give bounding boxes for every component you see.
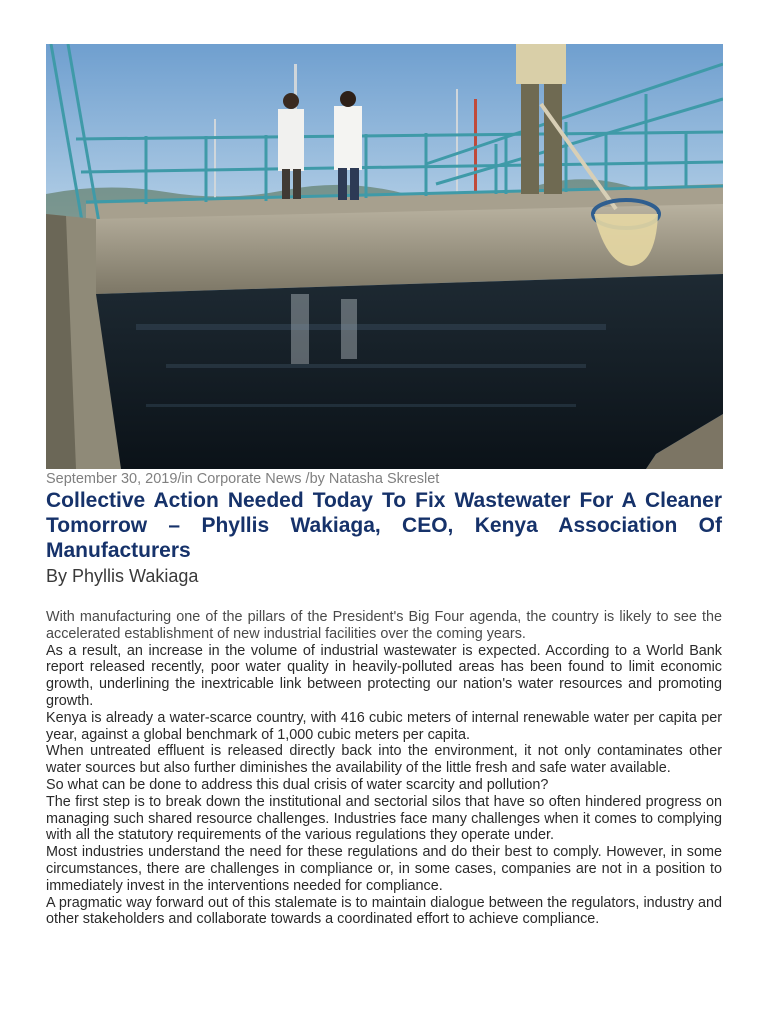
article-paragraph: The first step is to break down the institutional and sectorial silos that have so often hindered progress on managing such shared resource challenges. Industries face many challenges when it comes to complying with all the statutory requirements of the various regulations they operate under. [46, 793, 722, 844]
article-meta: September 30, 2019/in Corporate News /by Natasha Skreslet [46, 471, 440, 487]
article-byline: By Phyllis Wakiaga [46, 566, 199, 586]
article-paragraph: Kenya is already a water-scarce country, with 416 cubic meters of internal renewable water per capita per year, against a global benchmark of 1,000 cubic meters per capita. [46, 709, 722, 743]
article-body [46, 609, 722, 928]
article-paragraph: When untreated effluent is released directly back into the environment, it not only contaminates other water sources but also further diminishes the availability of the little fresh and safe water available. [46, 743, 722, 777]
article-paragraph: With manufacturing one of the pillars of the President's Big Four agenda, the country is likely to see the accelerated establishment of new industrial facilities over the coming years. [46, 609, 722, 642]
article-paragraph: A pragmatic way forward out of this stalemate is to maintain dialogue between the regulators, industry and other stakeholders and collaborate towards a coordinated effort to achieve compliance. [46, 894, 722, 928]
article-title: Collective Action Needed Today To Fix Wastewater For A Cleaner Tomorrow – Phyllis Wakiaga, CEO, Kenya Association Of Manufacturers [46, 489, 722, 562]
article-paragraph: Most industries understand the need for these regulations and do their best to comply. However, in some circumstances, there are challenges in compliance or, in some cases, companies are not in a position to immediately invest in the interventions needed for compliance. [46, 844, 722, 894]
article-paragraph: As a result, an increase in the volume of industrial wastewater is expected. According to a World Bank report released recently, poor water quality in heavily-polluted areas has been found to limit economic growth, underlining the inextricable link between protecting our nation's water resources and promoting growth. [46, 642, 722, 709]
article-paragraph: So what can be done to address this dual crisis of water scarcity and pollution? [46, 776, 549, 793]
wastewater-tank-illustration [46, 44, 723, 469]
article-hero-photo [46, 44, 723, 469]
